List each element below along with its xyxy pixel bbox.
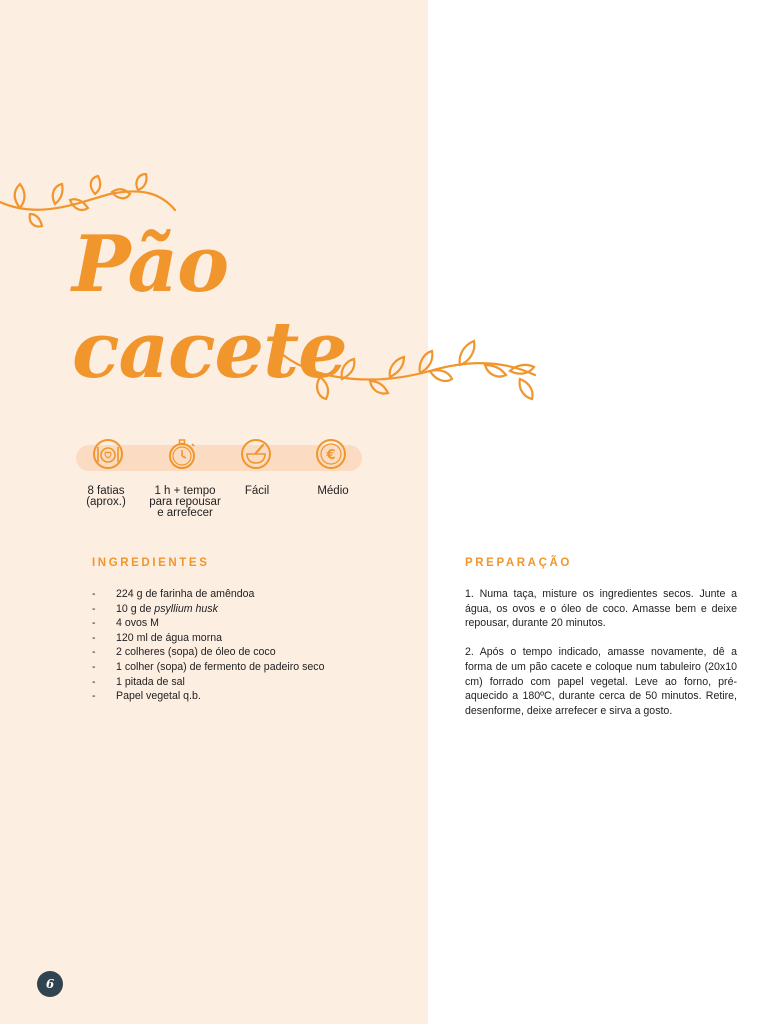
euro-coin-icon [315,438,347,470]
list-item: - Papel vegetal q.b. [92,689,324,704]
title-line-1: Pão [72,219,229,310]
leaf-branch-right-icon [280,335,545,410]
stopwatch-icon [166,438,198,470]
list-item: - 224 g de farinha de amêndoa [92,587,324,602]
mortar-icon [240,438,272,470]
list-item: - 1 pitada de sal [92,675,324,690]
plate-icon [92,438,124,470]
cost-label: Médio [317,485,349,497]
svg-text:€: € [326,448,336,463]
list-item: - 2 colheres (sopa) de óleo de coco [92,645,324,660]
ingredients-heading: INGREDIENTES [92,557,210,569]
page-number-badge: 6 [37,971,63,997]
difficulty-label: Fácil [244,485,270,497]
title-line-2: cacete [72,305,347,396]
preparation-step-2: 2. Após o tempo indicado, amasse novamente, dê a forma de um pão cacete e coloque num tabuleiro (20x10 cm) forrado com papel vegetal. Leve ao forno, pré-aquecido a 180ºC, durante cerca de 50 minutos. Retire, desenforme, deixe arrefecer e sirva a gosto. [465,646,737,717]
time-label: 1 h + tempo para repousar e arrefecer [149,485,221,519]
preparation-heading: PREPARAÇÃO [465,557,572,569]
list-item: - 1 colher (sopa) de fermento de padeiro seco [92,660,324,675]
list-item: - 4 ovos M [92,616,324,631]
ingredients-list [92,587,324,704]
servings-label: 8 fatias (aprox.) [86,485,126,508]
preparation-step-1: 1. Numa taça, misture os ingredientes secos. Junte a água, os ovos e o óleo de coco. Amasse bem e deixe repousar, durante 20 minutos. [465,588,737,630]
list-item: - 120 ml de água morna [92,631,324,646]
list-item: - 10 g de psyllium husk [92,602,324,617]
preparation-steps [465,587,737,733]
